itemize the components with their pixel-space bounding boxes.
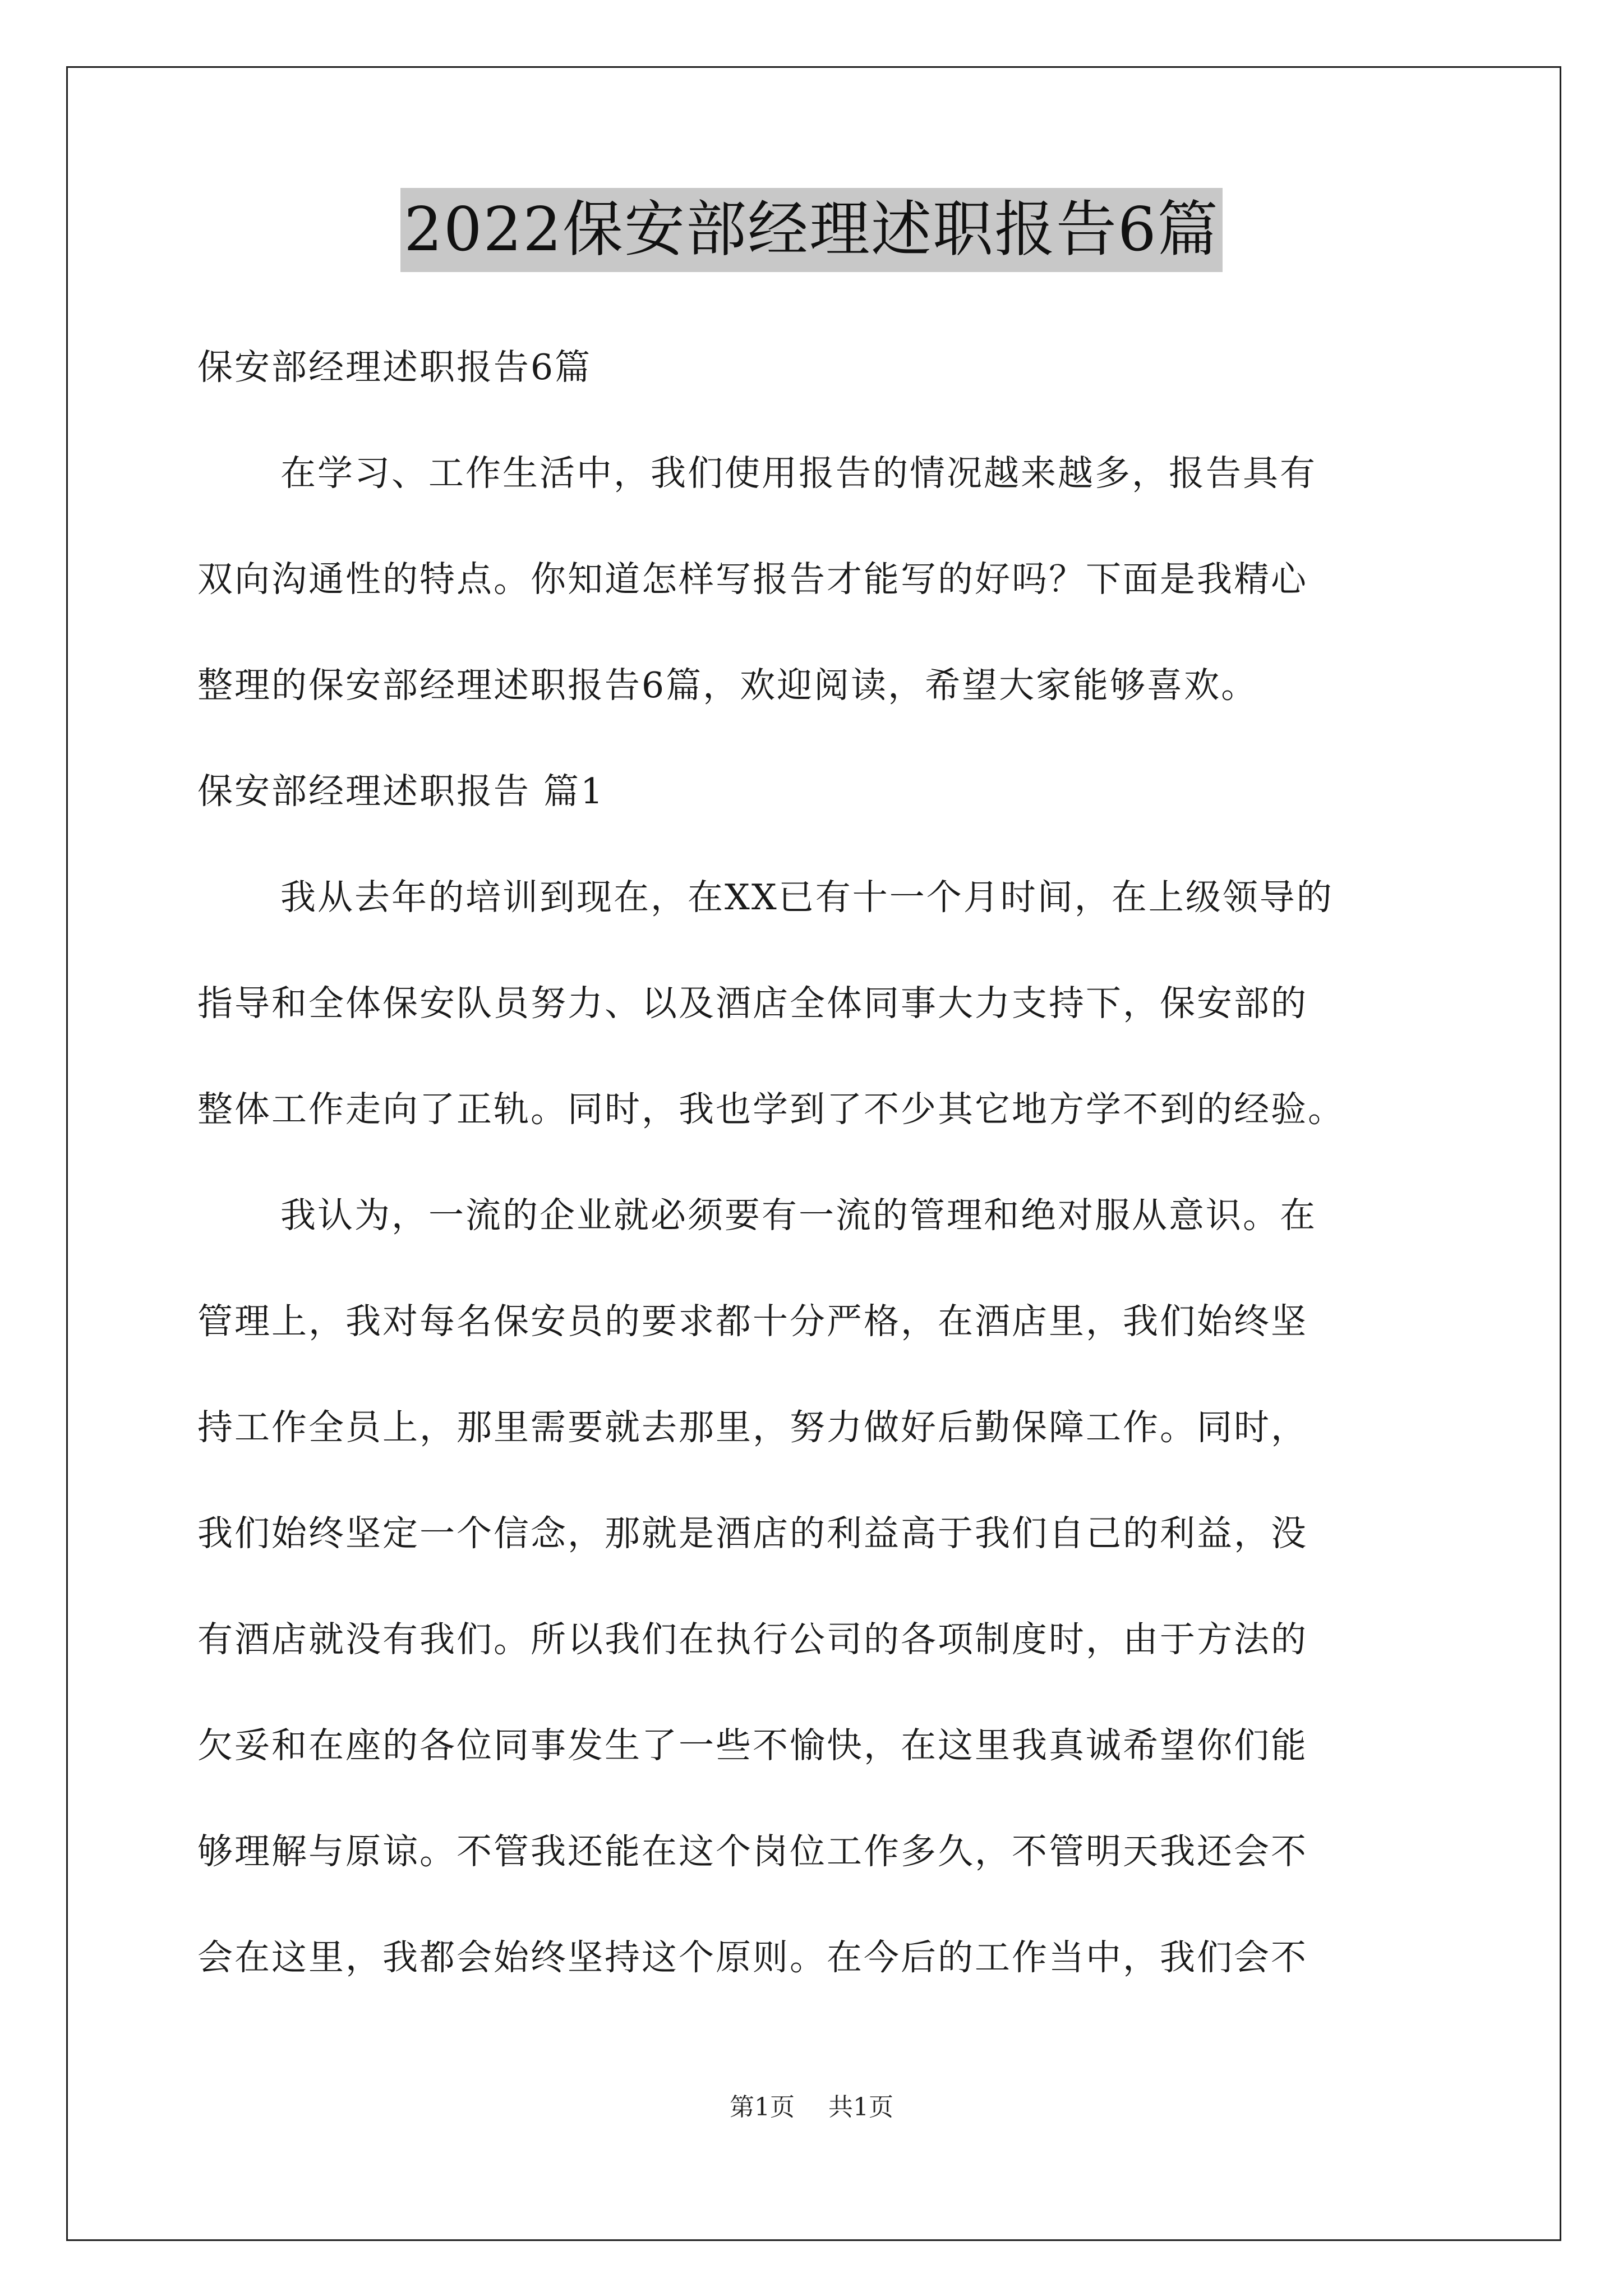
body-line: 欠妥和在座的各位同事发生了一些不愉快，在这里我真诚希望你们能 [197, 1725, 1308, 1766]
document-body [197, 314, 1437, 2010]
body-line: 在学习、工作生活中，我们使用报告的情况越来越多，报告具有 [280, 453, 1317, 494]
body-line: 保安部经理述职报告6篇 [197, 347, 592, 388]
body-line: 管理上，我对每名保安员的要求都十分严格，在酒店里，我们始终坚 [197, 1301, 1308, 1342]
body-line: 整体工作走向了正轨。同时，我也学到了不少其它地方学不到的经验。 [197, 1089, 1345, 1130]
body-line: 我从去年的培训到现在，在XX已有十一个月时间，在上级领导的 [280, 877, 1334, 918]
body-line: 持工作全员上，那里需要就去那里，努力做好后勤保障工作。同时， [197, 1407, 1308, 1448]
body-line: 我们始终坚定一个信念，那就是酒店的利益高于我们自己的利益，没 [197, 1513, 1308, 1554]
body-line: 双向沟通性的特点。你知道怎样写报告才能写的好吗？下面是我精心 [197, 559, 1308, 600]
page-number: 第1页 [730, 2093, 795, 2122]
body-line: 有酒店就没有我们。所以我们在执行公司的各项制度时，由于方法的 [197, 1619, 1308, 1660]
document-title: 2022保安部经理述职报告6篇 [400, 188, 1223, 272]
page-total: 共1页 [828, 2093, 893, 2122]
body-line: 指导和全体保安队员努力、以及酒店全体同事大力支持下，保安部的 [197, 983, 1308, 1024]
page-footer [0, 2087, 1623, 2123]
body-line: 会在这里，我都会始终坚持这个原则。在今后的工作当中，我们会不 [197, 1937, 1308, 1978]
body-line: 够理解与原谅。不管我还能在这个岗位工作多久，不管明天我还会不 [197, 1831, 1308, 1872]
body-line: 整理的保安部经理述职报告6篇，欢迎阅读，希望大家能够喜欢。 [197, 665, 1258, 706]
body-line: 我认为，一流的企业就必须要有一流的管理和绝对服从意识。在 [280, 1195, 1317, 1236]
title-container [0, 188, 1623, 272]
body-line: 保安部经理述职报告 篇1 [197, 771, 605, 812]
